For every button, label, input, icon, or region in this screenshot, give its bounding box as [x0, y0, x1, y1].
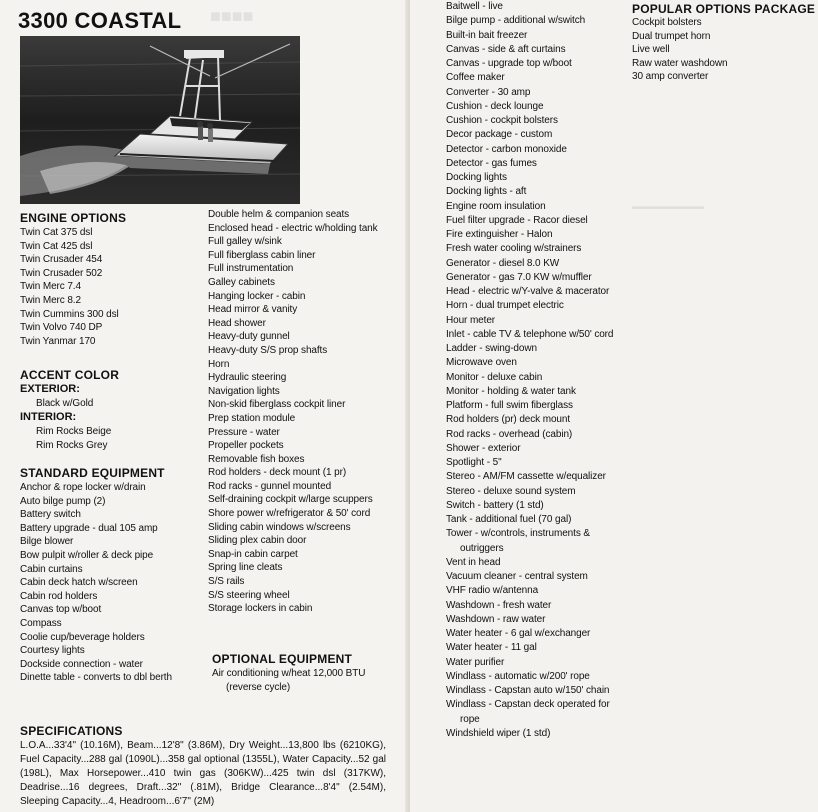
option-item: Canvas - upgrade top w/boot [446, 58, 572, 69]
standard-equipment-item: Heavy-duty S/S prop shafts [208, 344, 328, 356]
standard-equipment-item: Dinette table - converts to dbl berth [20, 672, 172, 684]
standard-equipment-item: S/S steering wheel [208, 589, 290, 601]
standard-equipment-item: Self-draining cockpit w/large scuppers [208, 494, 373, 506]
standard-equipment-item: Navigation lights [208, 385, 280, 397]
standard-equipment-item: Full fiberglass cabin liner [208, 249, 316, 261]
standard-equipment-item: Storage lockers in cabin [208, 603, 313, 615]
standard-equipment-item: Head mirror & vanity [208, 304, 298, 316]
specifications-text: L.O.A...33'4" (10.16M), Beam...12'8" (3.86M), Dry Weight...13,800 lbs (6210KG), Fuel Capacity...288 gal (1090L)...358 gal optional (1355L), Water Capacity...52 gal (198L), Max Horsepower...410 twin gas (306KW)...425 twin dsl (317KW), Deadrise...16 degrees, Draft...32" (.81M), Bridge Clearance...8'4" (2.54M), Sleeping Capacity...4, Headroom...6'7" (2M) [20, 740, 386, 807]
popular-option-item: Live well [632, 44, 670, 56]
standard-equipment-item: Prep station module [208, 412, 296, 424]
standard-equipment-title: STANDARD EQUIPMENT [20, 466, 165, 480]
standard-equipment-item: Sliding plex cabin door [208, 535, 307, 547]
option-item: Shower - exterior [446, 442, 521, 454]
exterior-color-list [36, 397, 93, 411]
option-item: Spotlight - 5" [446, 457, 502, 468]
option-item: Monitor - holding & water tank [446, 385, 576, 397]
option-item: Generator - gas 7.0 KW w/muffler [446, 271, 592, 283]
popular-option-item: Cockpit bolsters [632, 17, 702, 28]
optional-equipment-item: Air conditioning w/heat 12,000 BTU [212, 668, 366, 679]
engine-option-item: Twin Merc 7.4 [20, 281, 81, 293]
option-item: Stereo - deluxe sound system [446, 485, 576, 497]
optional-equipment-item: (reverse cycle) [226, 681, 291, 693]
standard-equipment-item: Battery upgrade - dual 105 amp [20, 522, 158, 534]
option-item: Water purifier [446, 656, 505, 668]
popular-option-item: Raw water washdown [632, 57, 728, 69]
option-item: Water heater - 6 gal w/exchanger [446, 628, 591, 639]
interior-label: INTERIOR: [20, 411, 77, 423]
option-item: Baitwell - live [446, 1, 503, 12]
engine-option-item: Twin Merc 8.2 [20, 294, 81, 306]
standard-equipment-item: Shore power w/refrigerator & 50' cord [208, 508, 371, 520]
option-item: Rod racks - overhead (cabin) [446, 428, 573, 440]
additional-options-list [446, 0, 613, 741]
standard-equipment-item: Canvas top w/boot [20, 604, 102, 616]
standard-equipment-item: Propeller pockets [208, 440, 284, 452]
option-item: Windlass - automatic w/200' rope [446, 670, 590, 682]
boat-photo [20, 36, 300, 204]
option-item: Detector - carbon monoxide [446, 143, 567, 155]
standard-equipment-item: Head shower [208, 317, 266, 329]
engine-option-item: Twin Crusader 502 [20, 267, 103, 279]
option-item: Windshield wiper (1 std) [446, 727, 551, 739]
standard-equipment-item: Removable fish boxes [208, 453, 305, 465]
standard-equipment-list-col2 [208, 208, 378, 616]
standard-equipment-item: Dockside connection - water [20, 658, 143, 670]
standard-equipment-item: Hanging locker - cabin [208, 290, 306, 302]
standard-equipment-item: Battery switch [20, 509, 81, 521]
engine-option-item: Twin Cummins 300 dsl [20, 308, 119, 320]
option-item: Stereo - AM/FM cassette w/equalizer [446, 471, 606, 483]
option-item: Fire extinguisher - Halon [446, 229, 553, 240]
standard-equipment-item: Hydraulic steering [208, 372, 287, 384]
engine-option-item: Twin Crusader 454 [20, 254, 103, 266]
accent-color-title: ACCENT COLOR [20, 368, 120, 382]
interior-color-list [36, 425, 111, 452]
option-item: Tank - additional fuel (70 gal) [446, 514, 572, 525]
option-item: VHF radio w/antenna [446, 585, 539, 597]
engine-options-list [20, 226, 119, 348]
specifications-title: SPECIFICATIONS [20, 724, 123, 738]
option-item: Built-in bait freezer [446, 29, 528, 41]
popular-options-list [632, 16, 727, 84]
option-item: Fresh water cooling w/strainers [446, 243, 582, 255]
option-item: Docking lights [446, 172, 507, 183]
standard-equipment-item: Spring line cleats [208, 562, 283, 574]
standard-equipment-item: Auto bilge pump (2) [20, 495, 106, 507]
standard-equipment-item: Cabin curtains [20, 563, 83, 575]
option-item: rope [460, 713, 480, 725]
popular-option-item: 30 amp converter [632, 71, 709, 83]
standard-equipment-item: S/S rails [208, 576, 245, 588]
option-item: Canvas - side & aft curtains [446, 43, 566, 55]
standard-equipment-item: Galley cabinets [208, 276, 275, 288]
engine-option-item: Twin Cat 375 dsl [20, 227, 93, 238]
option-item: Windlass - Capstan deck operated for [446, 699, 610, 711]
standard-equipment-list-col1 [20, 481, 172, 685]
standard-equipment-item: Full instrumentation [208, 263, 294, 275]
option-item: Generator - diesel 8.0 KW [446, 257, 560, 269]
option-item: Microwave oven [446, 357, 517, 369]
option-item: Cushion - cockpit bolsters [446, 115, 558, 126]
option-item: Hour meter [446, 314, 496, 326]
optional-equipment-list [212, 667, 365, 694]
model-title: 3300 COASTAL [18, 8, 182, 33]
standard-equipment-item: Non-skid fiberglass cockpit liner [208, 399, 346, 411]
option-item: Water heater - 11 gal [446, 642, 537, 654]
exterior-color-item: Black w/Gold [36, 398, 94, 409]
option-item: Coffee maker [446, 72, 505, 84]
standard-equipment-item: Cabin rod holders [20, 590, 98, 602]
standard-equipment-item: Bow pulpit w/roller & deck pipe [20, 549, 154, 561]
standard-equipment-item: Pressure - water [208, 426, 280, 438]
standard-equipment-item: Enclosed head - electric w/holding tank [208, 222, 378, 234]
right-page [410, 0, 818, 812]
standard-equipment-item: Heavy-duty gunnel [208, 331, 290, 343]
standard-equipment-item: Rod racks - gunnel mounted [208, 480, 332, 492]
bleed-through: ■■■■ [210, 6, 254, 26]
optional-equipment-title: OPTIONAL EQUIPMENT [212, 652, 353, 666]
option-item: Docking lights - aft [446, 186, 527, 198]
standard-equipment-item: Cabin deck hatch w/screen [20, 577, 138, 589]
interior-color-item: Rim Rocks Grey [36, 439, 108, 451]
option-item: Washdown - fresh water [446, 599, 552, 611]
engine-option-item: Twin Volvo 740 DP [20, 322, 103, 334]
option-item: Converter - 30 amp [446, 86, 531, 98]
engine-option-item: Twin Yanmar 170 [20, 335, 96, 347]
popular-option-item: Dual trumpet horn [632, 30, 711, 42]
option-item: Detector - gas fumes [446, 157, 537, 169]
standard-equipment-item: Compass [20, 617, 62, 629]
engine-option-item: Twin Cat 425 dsl [20, 240, 93, 252]
popular-options-title: POPULAR OPTIONS PACKAGE [632, 2, 816, 16]
standard-equipment-item: Sliding cabin windows w/screens [208, 521, 351, 533]
option-item: Washdown - raw water [446, 613, 546, 625]
standard-equipment-item: Rod holders - deck mount (1 pr) [208, 467, 347, 479]
standard-equipment-item: Horn [208, 358, 230, 370]
option-item: Cushion - deck lounge [446, 100, 544, 112]
standard-equipment-item: Snap-in cabin carpet [208, 548, 298, 560]
standard-equipment-item: Coolie cup/beverage holders [20, 631, 145, 643]
option-item: Horn - dual trumpet electric [446, 300, 564, 312]
standard-equipment-item: Bilge blower [20, 536, 74, 548]
standard-equipment-item: Anchor & rope locker w/drain [20, 482, 146, 493]
bleed-through-right: ▬▬▬▬▬▬▬▬ [632, 201, 704, 211]
option-item: Engine room insulation [446, 200, 546, 212]
option-item: Windlass - Capstan auto w/150' chain [446, 685, 610, 696]
option-item: Tower - w/controls, instruments & [446, 528, 590, 540]
option-item: Platform - full swim fiberglass [446, 400, 573, 411]
option-item: Vent in head [446, 556, 501, 568]
standard-equipment-item: Full galley w/sink [208, 236, 282, 248]
option-item: Fuel filter upgrade - Racor diesel [446, 214, 588, 226]
option-item: Head - electric w/Y-valve & macerator [446, 286, 610, 297]
standard-equipment-item: Double helm & companion seats [208, 209, 350, 220]
interior-color-item: Rim Rocks Beige [36, 426, 112, 437]
standard-equipment-item: Courtesy lights [20, 645, 85, 657]
option-item: outriggers [460, 542, 504, 554]
option-item: Decor package - custom [446, 129, 553, 141]
boat-photo-icon [20, 36, 300, 204]
option-item: Vacuum cleaner - central system [446, 571, 588, 582]
engine-options-title: ENGINE OPTIONS [20, 211, 127, 225]
option-item: Ladder - swing-down [446, 343, 537, 354]
option-item: Bilge pump - additional w/switch [446, 15, 586, 27]
option-item: Rod holders (pr) deck mount [446, 414, 571, 426]
option-item: Inlet - cable TV & telephone w/50' cord [446, 328, 614, 340]
option-item: Monitor - deluxe cabin [446, 371, 543, 383]
exterior-label: EXTERIOR: [20, 383, 80, 395]
option-item: Switch - battery (1 std) [446, 499, 544, 511]
